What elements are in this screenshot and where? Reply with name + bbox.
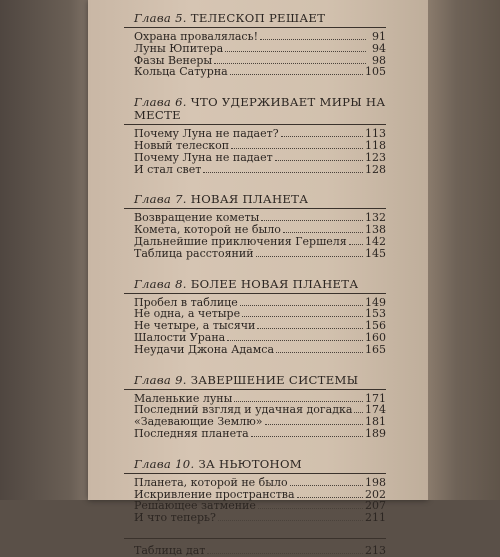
toc-entry (124, 477, 386, 489)
entry-page: 198 (365, 475, 386, 489)
entry-page: 213 (365, 543, 386, 557)
entry-page: 128 (365, 162, 386, 176)
leader-dots (256, 248, 363, 257)
entry-page: 211 (365, 511, 386, 525)
toc-entry (124, 66, 386, 78)
entry-page: 189 (365, 426, 386, 440)
entry-page: 94 (372, 41, 386, 55)
entry-title: И стал свет (134, 162, 202, 176)
chapter-heading (124, 193, 386, 206)
chapter-title: ЗАВЕРШЕНИЕ СИСТЕМЫ (190, 372, 359, 387)
entry-title: Почему Луна не падает? (134, 127, 279, 141)
entry-page: 138 (365, 223, 386, 237)
toc-entry (134, 545, 386, 557)
chapter-title: ЗА НЬЮТОНОМ (198, 456, 302, 471)
chapter-6 (124, 96, 386, 175)
leader-dots (276, 344, 363, 353)
chapter-heading (124, 96, 386, 122)
leader-dots (297, 489, 363, 498)
entry-title: Фазы Венеры (134, 53, 213, 67)
chapter-label: Глава 10. (134, 456, 195, 471)
chapter-heading (124, 278, 386, 291)
entry-title: Комета, которой не было (134, 223, 281, 237)
chapter-label: Глава 6. (134, 95, 187, 110)
entry-title: Возвращение кометы (134, 211, 260, 225)
entry-title: Луны Юпитера (134, 41, 224, 55)
leader-dots (230, 66, 363, 75)
toc-entry (124, 152, 386, 164)
entry-title: Таблица дат (134, 543, 206, 557)
chapter-rule (124, 473, 386, 474)
entry-page: 171 (365, 391, 386, 405)
entry-title: Решающее затмение (134, 499, 256, 513)
chapter-9 (124, 374, 386, 440)
leader-dots (251, 428, 363, 437)
dates-section (124, 538, 386, 557)
entry-title: Последняя планета (134, 426, 249, 440)
leader-dots (207, 545, 363, 554)
leader-dots (349, 236, 363, 245)
entry-title: Охрана провалялась! (134, 30, 258, 43)
entry-page: 149 (365, 295, 386, 309)
entry-title: И что теперь? (134, 511, 216, 525)
chapter-8 (124, 278, 386, 356)
chapter-title: ТЕЛЕСКОП РЕШАЕТ (190, 11, 326, 25)
entry-title: Кольца Сатурна (134, 65, 228, 79)
leader-dots (234, 393, 363, 402)
toc-entry (124, 248, 386, 260)
entry-title: Почему Луна не падает (134, 150, 273, 164)
entry-page: 145 (365, 246, 386, 260)
entry-page: 132 (365, 211, 386, 225)
entry-title: Дальнейшие приключения Гершеля (134, 234, 347, 248)
leader-dots (260, 31, 366, 40)
leader-dots (218, 512, 363, 521)
chapter-title-continued: МЕСТЕ (134, 108, 181, 123)
entry-page: 202 (365, 487, 386, 501)
toc-entry (124, 164, 386, 176)
toc-entry (124, 140, 386, 152)
chapter-heading (124, 374, 386, 387)
chapter-rule (124, 27, 386, 28)
entry-title: Последний взгляд и удачная догадка (134, 403, 353, 417)
chapter-label: Глава 7. (134, 192, 187, 207)
leader-dots (281, 128, 363, 137)
leader-dots (240, 297, 363, 306)
chapter-title: БОЛЕЕ НОВАЯ ПЛАНЕТА (190, 276, 359, 291)
entry-title: Планета, которой не было (134, 475, 288, 489)
leader-dots (354, 404, 363, 413)
entry-page: 91 (372, 30, 386, 43)
toc-entry (124, 43, 386, 55)
entry-title: Не одна, а четыре (134, 307, 241, 321)
entry-title: Неудачи Джона Адамса (134, 342, 275, 356)
chapter-rule (124, 389, 386, 390)
leader-dots (231, 140, 363, 149)
book-left-page-edge (0, 0, 88, 500)
chapter-rule (124, 208, 386, 209)
toc-entry (124, 344, 386, 356)
leader-dots (203, 164, 363, 173)
leader-dots (227, 332, 363, 341)
toc-entry (124, 512, 386, 524)
leader-dots (258, 500, 363, 509)
entry-page: 156 (365, 319, 386, 333)
entry-page: 142 (365, 234, 386, 248)
chapter-5 (124, 12, 386, 78)
leader-dots (261, 212, 363, 221)
leader-dots (283, 224, 363, 233)
entry-page: 181 (365, 415, 386, 429)
toc-entry (124, 332, 386, 344)
entry-page: 105 (365, 65, 386, 79)
chapter-7 (124, 193, 386, 259)
book-right-page-edge (428, 0, 500, 500)
entry-title: Не четыре, а тысячи (134, 319, 256, 333)
leader-dots (275, 152, 363, 161)
chapter-title: ЧТО УДЕРЖИВАЕТ МИРЫ НА (190, 95, 386, 110)
entry-page: 160 (365, 330, 386, 344)
entry-page: 118 (365, 138, 386, 152)
entry-title: Новый телескоп (134, 138, 230, 152)
chapter-label: Глава 5. (134, 11, 187, 25)
entry-page: 98 (372, 53, 386, 67)
leader-dots (290, 477, 363, 486)
chapter-rule (124, 293, 386, 294)
entry-title: Искривление пространства (134, 487, 295, 501)
entry-page: 174 (365, 403, 386, 417)
entry-title: Пробел в таблице (134, 295, 238, 309)
chapter-label: Глава 9. (134, 372, 187, 387)
entry-page: 153 (365, 307, 386, 321)
entry-title: Таблица расстояний (134, 246, 254, 260)
leader-dots (214, 55, 366, 64)
toc-entry (124, 236, 386, 248)
leader-dots (265, 416, 363, 425)
toc-entry (124, 428, 386, 440)
entry-title: «Задевающие Землю» (134, 415, 263, 429)
entry-page: 123 (365, 150, 386, 164)
section-rule (124, 538, 386, 539)
leader-dots (225, 43, 366, 52)
entry-title: Маленькие луны (134, 391, 233, 405)
entry-page: 207 (365, 499, 386, 513)
chapter-heading (124, 12, 386, 25)
chapter-title: НОВАЯ ПЛАНЕТА (190, 192, 309, 207)
chapter-heading (124, 458, 386, 471)
entry-page: 165 (365, 342, 386, 356)
chapter-label: Глава 8. (134, 276, 187, 291)
leader-dots (242, 308, 363, 317)
chapter-10 (124, 458, 386, 524)
table-of-contents (124, 12, 386, 557)
leader-dots (257, 320, 363, 329)
chapter-rule (124, 124, 386, 125)
toc-entry (124, 500, 386, 512)
entry-page: 113 (365, 127, 386, 141)
entry-title: Шалости Урана (134, 330, 226, 344)
